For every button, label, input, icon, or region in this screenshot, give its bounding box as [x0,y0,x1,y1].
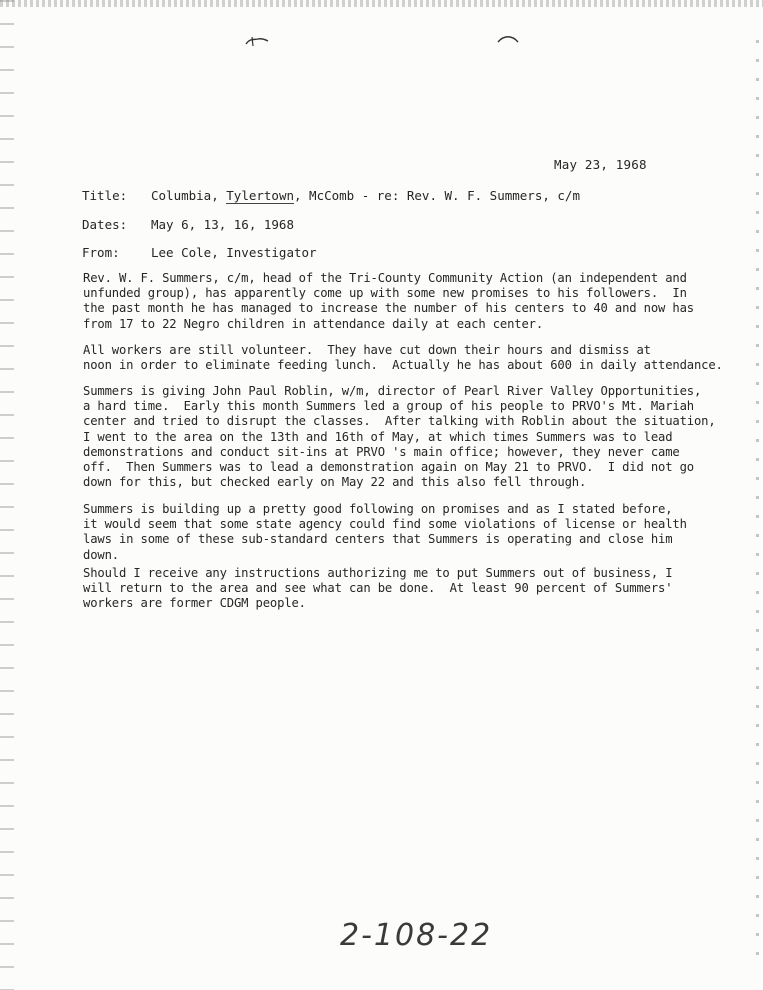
from-row [82,245,317,260]
title-prefix: Columbia, [151,188,219,203]
pen-mark-left [244,34,270,48]
handwritten-file-number: 2-108-22 [340,918,493,953]
title-underlined-place: Tylertown [226,188,294,203]
pen-mark-right [496,34,520,46]
document-date: May 23, 1968 [554,157,647,172]
paragraph-5: Should I receive any instructions authorizing me to put Summers out of business, I will return to the area and see what can be done. At least 90 percent of Summers' workers are former CDGM people. [83,566,673,611]
from-value: Lee Cole, Investigator [151,245,317,260]
dates-label: Dates: [82,217,128,232]
dates-value: May 6, 13, 16, 1968 [151,217,294,232]
scan-edge-top [0,0,763,7]
paragraph-2: All workers are still volunteer. They have cut down their hours and dismiss at noon in order to eliminate feeding lunch. Actually he has about 600 in daily attendance. [83,343,723,373]
title-label: Title: [82,188,128,203]
paragraph-3: Summers is giving John Paul Roblin, w/m, director of Pearl River Valley Opportunities, a hard time. Early this month Summers led a group of his people to PRVO's Mt. Mariah center and tried to disrupt the classes. After talking with Roblin about the situation, I went to the area on the 13th and 16th of May, at which times Summers was to lead demonstrations and conduct sit-ins at PRVO 's main office; however, they never came off. Then Summers was to lead a demonstration again on May 21 to PRVO. I did not go down for this, but checked early on May 22 and this also fell through. [83,384,716,490]
paragraph-1: Rev. W. F. Summers, c/m, head of the Tri-County Community Action (an independent and unfunded group), has apparently come up with some new promises to his followers. In the past month he has managed to increase the number of his centers to 40 and now has from 17 to 22 Negro children in attendance daily at each center. [83,271,694,331]
paragraph-4: Summers is building up a pretty good following on promises and as I stated before, it would seem that some state agency could find some violations of license or health laws in some of these sub-standard centers that Summers is operating and close him down. [83,502,687,562]
title-suffix: , McComb - re: Rev. W. F. Summers, c/m [294,188,580,203]
from-label: From: [82,245,120,260]
title-value [151,188,580,203]
scan-edge-left [0,0,14,990]
scan-edge-right [756,40,759,970]
title-row [82,188,580,203]
dates-row [82,217,294,232]
